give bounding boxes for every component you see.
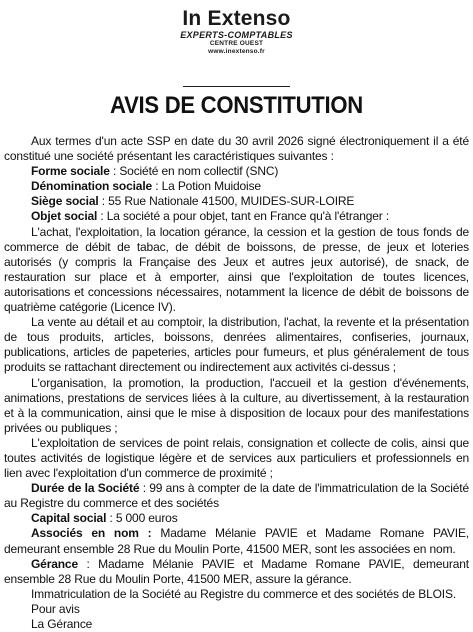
- denomination-value: : La Potion Muidoise: [152, 179, 261, 194]
- objet-social-line: [4, 209, 469, 224]
- signature-line: La Gérance: [31, 617, 93, 631]
- objet-paragraph-2: La vente au détail et au comptoir, la distribution, l'achat, la revente et la présentation de tous produits, articles, boissons, denrées alimentaires, confiseries, journaux, publications, articles de papeteries, articles pour fumeurs, et plus généralement de tous produits se rattachant directement ou indirectement aux activités ci-dessus ;: [4, 315, 469, 375]
- duree-label: Durée de la Société: [31, 481, 140, 496]
- objet-paragraph-1: L'achat, l'exploitation, la location gérance, la cession et la gestion de tous fonds de commerce de débit de tabac, de débit de boissons, de presse, de jeux et loteries autorisés (y compris la Française des Jeux et autres jeux autorisé), de snack, de restauration sur place et à emporter, ainsi que l'exploitation de toutes licences, autorisations et concessions nécessaires, notamment la licence de débit de boissons de quatrième catégorie (Licence IV).: [4, 224, 469, 315]
- in-extenso-logo: [0, 8, 473, 56]
- associes-label: Associés en nom :: [31, 526, 152, 541]
- duree-value: : 99 ans à compter de la date de l'immatriculation de la Société au Registre du commerce et des sociétés: [4, 481, 469, 511]
- forme-sociale-value: : Société en nom collectif (SNC): [109, 164, 279, 179]
- gerance-label: Gérance: [31, 556, 78, 571]
- logo-website: www.inextenso.fr: [208, 48, 265, 55]
- immatriculation-line: Immatriculation de la Société au Registre du commerce et des sociétés de BLOIS.: [31, 586, 457, 601]
- forme-sociale-line: [4, 164, 469, 179]
- logo-name: In Extenso: [182, 7, 291, 30]
- duree-line: [4, 481, 469, 511]
- denomination-line: [4, 179, 469, 194]
- intro-paragraph: Aux termes d'un acte SSP en date du 30 avril 2026 signé électroniquement il a été constitué une société présentant les caractéristiques suivantes :: [4, 134, 469, 164]
- siege-social-label: Siège social: [31, 194, 99, 209]
- denomination-label: Dénomination sociale: [31, 179, 153, 194]
- title-divider: [183, 86, 290, 87]
- gerance-line: [4, 557, 469, 587]
- objet-paragraph-4: L'exploitation de services de point relais, consignation et collecte de colis, ainsi que toutes activités de logistique légère et de services aux particuliers et professionnels en lien avec l'exploitation d'un commerce de proximité ;: [4, 435, 469, 481]
- associes-value: Madame Mélanie PAVIE et Madame Romane PAVIE, demeurant ensemble 28 Rue du Moulin Porte, 41500 MER, sont les associées en nom.: [4, 526, 470, 556]
- forme-sociale-label: Forme sociale: [31, 164, 110, 179]
- pour-avis-line: Pour avis: [31, 601, 80, 616]
- siege-social-value: : 55 Rue Nationale 41500, MUIDES-SUR-LOIRE: [98, 194, 355, 209]
- objet-social-label: Objet social: [31, 209, 98, 224]
- siege-social-line: [4, 194, 469, 209]
- logo-tagline: EXPERTS-COMPTABLES: [180, 30, 293, 40]
- gerance-value: : Madame Mélanie PAVIE et Madame Romane PAVIE, demeurant ensemble 28 Rue du Moulin Porte, 41500 MER, assure la gérance.: [4, 556, 469, 586]
- associes-line: [4, 526, 469, 556]
- notice-title: AVIS DE CONSTITUTION: [110, 92, 363, 119]
- capital-line: [4, 511, 469, 526]
- capital-value: : 5 000 euros: [106, 511, 178, 526]
- capital-label: Capital social: [31, 511, 107, 526]
- notice-body: [4, 134, 469, 632]
- objet-social-value: : La société a pour objet, tant en France qu'à l'étranger :: [97, 209, 390, 224]
- objet-paragraph-3: L'organisation, la promotion, la production, l'accueil et la gestion d'événements, animations, prestations de services liées à la culture, au divertissement, à la restauration et à la communication, ainsi que le mise à disposition de locaux pour des manifestations privées ou publiques ;: [4, 375, 469, 435]
- logo-office: CENTRE OUEST: [209, 40, 264, 47]
